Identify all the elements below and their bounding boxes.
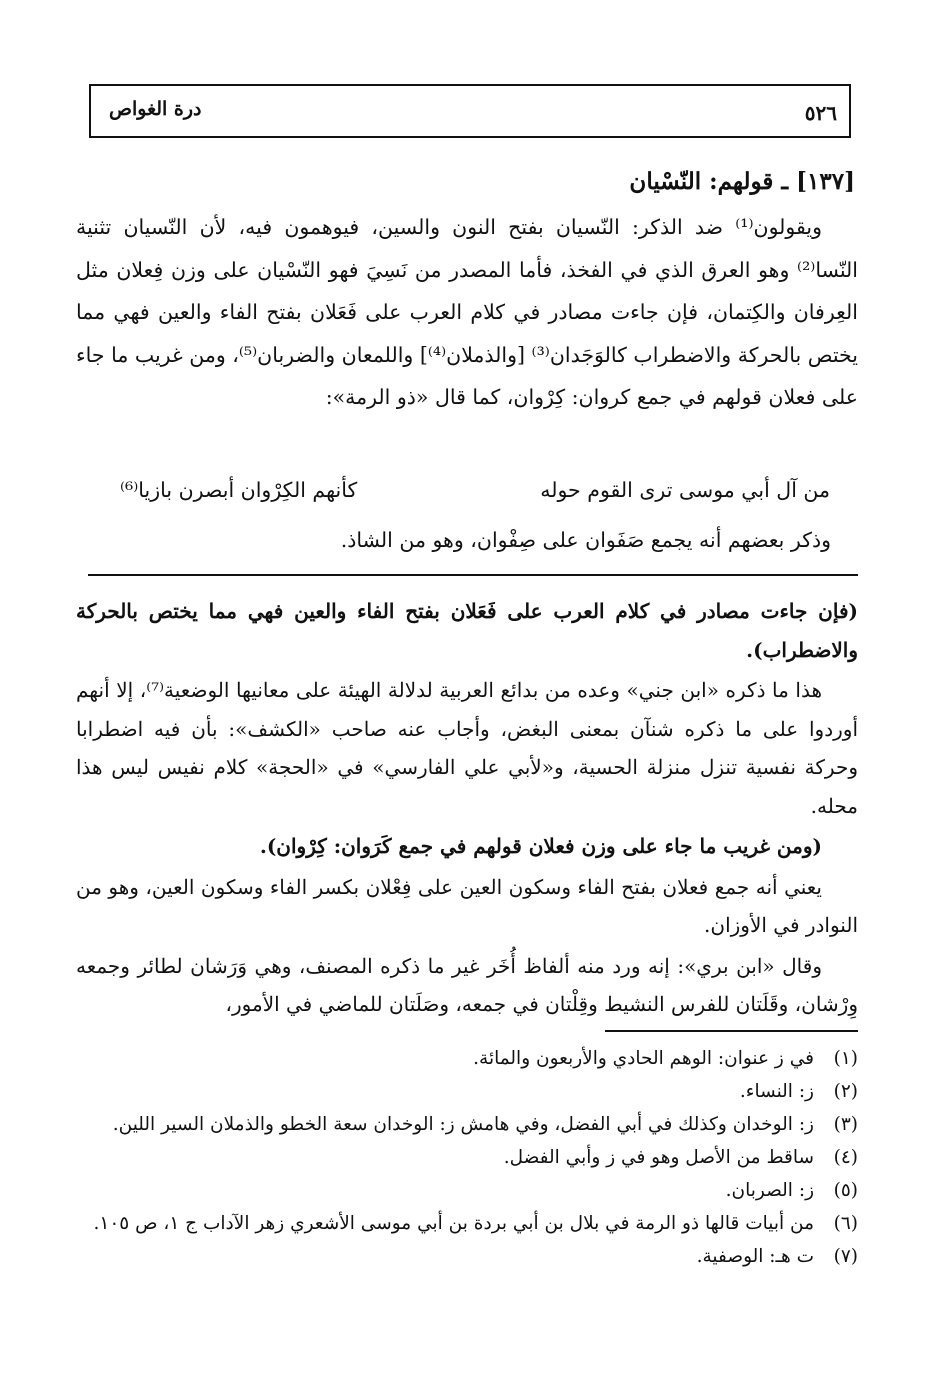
footnote: [76, 1207, 858, 1240]
verse-first-hemistich: من آل أبي موسى ترى القوم حوله: [540, 478, 830, 502]
poetry-verse: [100, 478, 830, 518]
commentary: [76, 592, 858, 1026]
main-text: [76, 206, 858, 419]
footnote-text: ساقط من الأصل وهو في ز وأبي الفضل.: [503, 1147, 814, 1168]
commentary-quote-1: (فإن جاءت مصادر في كلام العرب على فَعَلان بفتح الفاء والعين فهي مما يختص بالحركة والاضطراب).: [76, 599, 858, 662]
commentary-paragraph-1: هذا ما ذكره «ابن جني» وعده من بدائع العربية لدلالة الهيئة على معانيها الوضعية⁽⁷⁾، إلا أنهم أوردوا على ما ذكره شنآن بمعنى البغض، وأجاب عنه صاحب «الكشف»: بأن فيه اضطرابا وحركة نفسية تنزل منزلة الحسية، و«لأبي علي الفارسي» في «الحجة» كلام نفيس ليس هذا محله.: [76, 678, 858, 818]
footnote: [76, 1075, 858, 1108]
footnote: [76, 1042, 858, 1075]
footnotes: [76, 1042, 858, 1273]
footnote-number: (٥): [833, 1180, 858, 1201]
footnote-number: (٣): [833, 1114, 858, 1135]
footnote-text: ز: النساء.: [739, 1081, 814, 1102]
commentary-quote-2: (ومن غريب ما جاء على وزن فعلان قولهم في جمع كَرَوان: كِرْوان).: [259, 834, 822, 858]
page-header: [89, 84, 851, 138]
footnote-text: ز: الصربان.: [725, 1180, 814, 1201]
footnote-text: في ز عنوان: الوهم الحادي والأربعون والمائة.: [473, 1048, 814, 1069]
footnote-divider: [605, 1030, 858, 1032]
page-number: ٥٢٦: [804, 101, 837, 125]
footnote-number: (١): [833, 1048, 858, 1069]
section-divider: [88, 574, 858, 576]
book-title: درة الغواص: [109, 98, 202, 120]
footnote-number: (٦): [833, 1213, 858, 1234]
verse-second-hemistich: كأنهم الكِرْوان أبصرن بازيا⁽⁶⁾: [120, 478, 358, 502]
main-paragraph: ويقولون⁽¹⁾ ضد الذكر: النّسيان بفتح النون والسين، فيوهمون فيه، لأن النّسيان تثنية النّسا⁽²⁾ وهو العرق الذي في الفخذ، فأما المصدر من نَسِيَ فهو النّسْيان على وزن فِعلان مثل العِرفان والكِتمان، فإن جاءت مصادر في كلام العرب على فَعَلان بفتح الفاء والعين فهي مما يختص بالحركة والاضطراب كالوَجَدان⁽³⁾ [والذملان⁽⁴⁾] واللمعان والضربان⁽⁵⁾، ومن غريب ما جاء على فعلان قولهم في جمع كروان: كِرْوان، كما قال «ذو الرمة»:: [76, 215, 858, 409]
footnote-text: ت هـ: الوصفية.: [696, 1246, 814, 1267]
footnote-number: (٧): [833, 1246, 858, 1267]
commentary-paragraph-2: يعني أنه جمع فعلان بفتح الفاء وسكون العين على فِعْلان بكسر الفاء وسكون العين، وهو من النوادر في الأوزان.: [76, 874, 858, 937]
footnote-number: (٤): [833, 1147, 858, 1168]
section-title: [١٣٧] ـ قولهم: النّسْيان: [629, 168, 855, 195]
footnote: [76, 1141, 858, 1174]
footnote-text: ز: الوخدان وكذلك في أبي الفضل، وفي هامش ز: الوخدان سعة الخطو والذملان السير اللين.: [112, 1114, 814, 1135]
footnote: [76, 1240, 858, 1273]
footnote: [76, 1174, 858, 1207]
footnote-text: من أبيات قالها ذو الرمة في بلال بن أبي بردة بن أبي موسى الأشعري زهر الآداب ج ١، ص ١٠٥.: [93, 1213, 814, 1234]
footnote-number: (٢): [833, 1081, 858, 1102]
footnote: [76, 1108, 858, 1141]
commentary-paragraph-3: وقال «ابن بري»: إنه ورد منه ألفاظ أُخَر غير ما ذكره المصنف، وهي وَرَشان لطائر وجمعه وِرْشان، وقَلَتان للفرس النشيط وقِلْتان في جمعه، وصَلَتان للماضي في الأمور،: [76, 953, 858, 1016]
after-verse-line: وذكر بعضهم أنه يجمع صَفَوان على صِفْوان، وهو من الشاذ.: [340, 528, 831, 552]
